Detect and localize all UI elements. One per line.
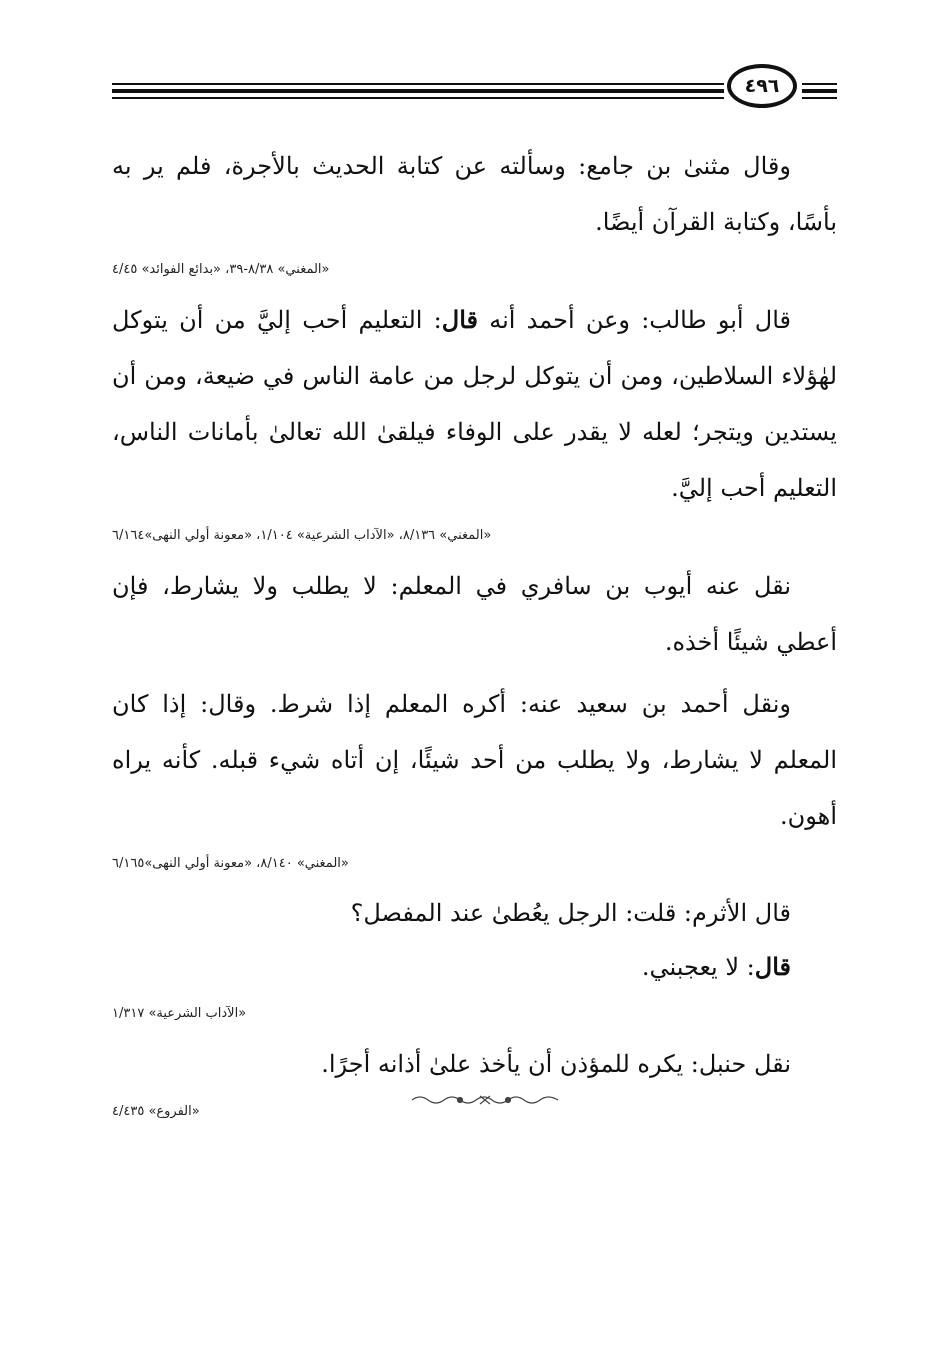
paragraph-ayyub: نقل عنه أيوب بن سافري في المعلم: لا يطلب ولا يشارط، فإن أعطي شيئًا أخذه. (112, 572, 837, 656)
reference-line: «المغني» ٨/١٤٠، «معونة أولي النهى»٦/١٦٥ (112, 856, 349, 871)
header-rule (802, 89, 837, 93)
paragraph-abu-talib: قال أبو طالب: وعن أحمد أنه قال: التعليم أحب إليَّ من أن يتوكل لهٰؤلاء السلاطين، ومن أن يتوكل لرجل من عامة الناس في ضيعة، ومن أن يستدين ويتجر؛ لعله لا يقدر على الوفاء فيلقىٰ الله تعالىٰ بأمانات الناس، التعليم أحب إليَّ. (112, 305, 837, 502)
qal-bold: قال (754, 952, 791, 981)
page-number-badge (727, 64, 797, 108)
page-content (112, 138, 837, 1134)
header-rule (112, 97, 724, 99)
header-rule (802, 83, 837, 85)
reference-line: «الآداب الشرعية» ١/٣١٧ (112, 1006, 247, 1021)
reference-line: «المغني» ٨/٣٨-٣٩، «بدائع الفوائد» ٤/٤٥ (112, 262, 330, 277)
decorative-divider-icon (410, 1092, 560, 1108)
page-header (112, 62, 837, 112)
header-rule (112, 83, 724, 85)
header-rule (802, 97, 837, 99)
qal-bold: قال (441, 305, 478, 334)
paragraph-athram: قال الأثرم: قلت: الرجل يعُطىٰ عند المفصل؟ (350, 899, 791, 927)
page-number: ٤٩٦ (744, 75, 780, 97)
paragraph-ahmad-ibn-said: ونقل أحمد بن سعيد عنه: أكره المعلم إذا شرط. وقال: إذا كان المعلم لا يشارط، ولا يطلب من أحد شيئًا، إن أتاه شيء قبله. كأنه يراه أهون. (112, 690, 837, 830)
header-rule (112, 89, 724, 93)
paragraph-muthanna: وقال مثنىٰ بن جامع: وسألته عن كتابة الحديث بالأجرة، فلم ير به بأسًا، وكتابة القرآن أيضًا. (112, 152, 837, 236)
paragraph-hanbal: نقل حنبل: يكره للمؤذن أن يأخذ علىٰ أذانه أجرًا. (321, 1050, 791, 1078)
paragraph-athram-answer: قال: لا يعجبني. (641, 952, 791, 981)
reference-line: «الفروع» ٤/٤٣٥ (112, 1104, 200, 1119)
reference-line: «المغني» ٨/١٣٦، «الآداب الشرعية» ١/١٠٤، «معونة أولي النهى»٦/١٦٤ (112, 528, 492, 543)
